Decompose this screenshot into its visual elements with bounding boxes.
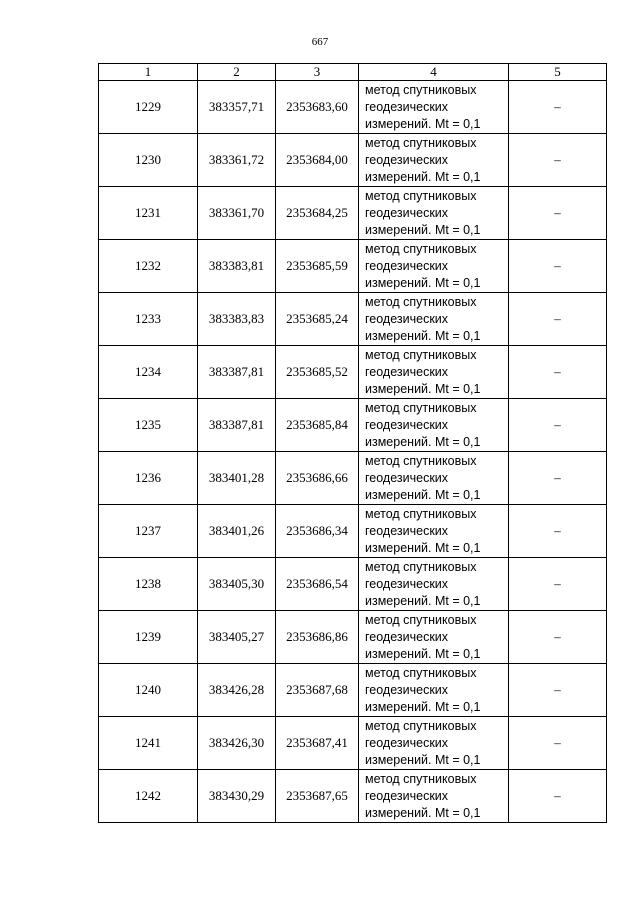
method-line: метод спутниковых xyxy=(365,453,477,468)
coordinate-x-cell: 383430,29 xyxy=(198,770,276,823)
point-number-cell: 1234 xyxy=(99,346,198,399)
page-number: 667 xyxy=(311,36,329,48)
note-cell: – xyxy=(509,558,607,611)
coordinate-y-cell: 2353686,34 xyxy=(276,505,359,558)
coordinate-x-cell: 383405,27 xyxy=(198,611,276,664)
method-line: метод спутниковых xyxy=(365,347,477,362)
point-number-cell: 1240 xyxy=(99,664,198,717)
method-cell xyxy=(359,452,509,505)
method-line: метод спутниковых xyxy=(365,612,477,627)
note-cell: – xyxy=(509,452,607,505)
method-line: геодезических xyxy=(365,311,449,326)
method-line: метод спутниковых xyxy=(365,294,477,309)
table-row xyxy=(99,717,607,770)
table-row xyxy=(99,770,607,823)
note-cell: – xyxy=(509,187,607,240)
method-cell xyxy=(359,611,509,664)
note-cell: – xyxy=(509,399,607,452)
method-line: измерений. Mt = 0,1 xyxy=(365,752,481,767)
method-cell xyxy=(359,240,509,293)
method-cell xyxy=(359,187,509,240)
coordinate-x-cell: 383426,28 xyxy=(198,664,276,717)
table-row xyxy=(99,611,607,664)
coordinate-y-cell: 2353684,25 xyxy=(276,187,359,240)
method-line: метод спутниковых xyxy=(365,82,477,97)
coordinate-x-cell: 383383,81 xyxy=(198,240,276,293)
coordinate-x-cell: 383426,30 xyxy=(198,717,276,770)
table-body xyxy=(99,81,607,823)
coordinate-x-cell: 383387,81 xyxy=(198,346,276,399)
table-header-row xyxy=(99,64,607,81)
note-cell: – xyxy=(509,611,607,664)
coordinate-y-cell: 2353685,24 xyxy=(276,293,359,346)
method-line: измерений. Mt = 0,1 xyxy=(365,699,481,714)
coordinate-x-cell: 383401,26 xyxy=(198,505,276,558)
point-number-cell: 1242 xyxy=(99,770,198,823)
method-line: геодезических xyxy=(365,523,449,538)
note-cell: – xyxy=(509,717,607,770)
point-number-cell: 1235 xyxy=(99,399,198,452)
method-cell xyxy=(359,558,509,611)
point-number-cell: 1233 xyxy=(99,293,198,346)
column-header-4: 4 xyxy=(359,64,509,81)
method-cell xyxy=(359,717,509,770)
method-line: метод спутниковых xyxy=(365,771,477,786)
method-line: геодезических xyxy=(365,205,449,220)
note-cell: – xyxy=(509,293,607,346)
table-row xyxy=(99,81,607,134)
table-row xyxy=(99,399,607,452)
coordinate-x-cell: 383387,81 xyxy=(198,399,276,452)
method-line: метод спутниковых xyxy=(365,241,477,256)
coordinate-x-cell: 383401,28 xyxy=(198,452,276,505)
method-line: измерений. Mt = 0,1 xyxy=(365,116,481,131)
coordinate-y-cell: 2353685,59 xyxy=(276,240,359,293)
table-row xyxy=(99,240,607,293)
point-number-cell: 1238 xyxy=(99,558,198,611)
method-line: метод спутниковых xyxy=(365,559,477,574)
table-row xyxy=(99,134,607,187)
method-cell xyxy=(359,346,509,399)
coordinate-y-cell: 2353685,52 xyxy=(276,346,359,399)
method-cell xyxy=(359,399,509,452)
method-line: геодезических xyxy=(365,152,449,167)
note-cell: – xyxy=(509,664,607,717)
method-line: геодезических xyxy=(365,735,449,750)
method-line: измерений. Mt = 0,1 xyxy=(365,805,481,820)
method-line: геодезических xyxy=(365,788,449,803)
point-number-cell: 1231 xyxy=(99,187,198,240)
note-cell: – xyxy=(509,505,607,558)
table-row xyxy=(99,558,607,611)
column-header-2: 2 xyxy=(198,64,276,81)
method-line: измерений. Mt = 0,1 xyxy=(365,646,481,661)
coordinate-x-cell: 383405,30 xyxy=(198,558,276,611)
method-line: измерений. Mt = 0,1 xyxy=(365,434,481,449)
method-line: геодезических xyxy=(365,629,449,644)
method-line: метод спутниковых xyxy=(365,506,477,521)
coordinate-y-cell: 2353683,60 xyxy=(276,81,359,134)
table-row xyxy=(99,505,607,558)
note-cell: – xyxy=(509,134,607,187)
column-header-1: 1 xyxy=(99,64,198,81)
method-line: метод спутниковых xyxy=(365,188,477,203)
table-row xyxy=(99,664,607,717)
point-number-cell: 1237 xyxy=(99,505,198,558)
coordinate-x-cell: 383357,71 xyxy=(198,81,276,134)
coordinates-table xyxy=(98,63,607,823)
method-line: измерений. Mt = 0,1 xyxy=(365,487,481,502)
point-number-cell: 1230 xyxy=(99,134,198,187)
method-line: геодезических xyxy=(365,682,449,697)
method-cell xyxy=(359,505,509,558)
method-line: геодезических xyxy=(365,417,449,432)
method-cell xyxy=(359,134,509,187)
coordinate-x-cell: 383361,70 xyxy=(198,187,276,240)
coordinate-y-cell: 2353684,00 xyxy=(276,134,359,187)
method-line: измерений. Mt = 0,1 xyxy=(365,593,481,608)
coordinate-y-cell: 2353686,54 xyxy=(276,558,359,611)
note-cell: – xyxy=(509,240,607,293)
method-line: измерений. Mt = 0,1 xyxy=(365,169,481,184)
table-row xyxy=(99,452,607,505)
coordinate-y-cell: 2353687,65 xyxy=(276,770,359,823)
coordinate-y-cell: 2353687,68 xyxy=(276,664,359,717)
method-cell xyxy=(359,293,509,346)
method-line: геодезических xyxy=(365,99,449,114)
method-line: измерений. Mt = 0,1 xyxy=(365,540,481,555)
table-row xyxy=(99,346,607,399)
method-line: измерений. Mt = 0,1 xyxy=(365,381,481,396)
table-row xyxy=(99,187,607,240)
point-number-cell: 1239 xyxy=(99,611,198,664)
point-number-cell: 1241 xyxy=(99,717,198,770)
coordinate-x-cell: 383383,83 xyxy=(198,293,276,346)
coordinate-y-cell: 2353685,84 xyxy=(276,399,359,452)
method-cell xyxy=(359,81,509,134)
coordinate-y-cell: 2353686,66 xyxy=(276,452,359,505)
coordinate-y-cell: 2353686,86 xyxy=(276,611,359,664)
coordinate-x-cell: 383361,72 xyxy=(198,134,276,187)
method-line: метод спутниковых xyxy=(365,665,477,680)
method-line: геодезических xyxy=(365,364,449,379)
method-line: измерений. Mt = 0,1 xyxy=(365,222,481,237)
method-cell xyxy=(359,770,509,823)
method-line: измерений. Mt = 0,1 xyxy=(365,328,481,343)
method-line: геодезических xyxy=(365,470,449,485)
method-line: метод спутниковых xyxy=(365,135,477,150)
coordinate-y-cell: 2353687,41 xyxy=(276,717,359,770)
point-number-cell: 1232 xyxy=(99,240,198,293)
method-line: метод спутниковых xyxy=(365,400,477,415)
method-cell xyxy=(359,664,509,717)
table-row xyxy=(99,293,607,346)
note-cell: – xyxy=(509,770,607,823)
method-line: метод спутниковых xyxy=(365,718,477,733)
point-number-cell: 1229 xyxy=(99,81,198,134)
column-header-5: 5 xyxy=(509,64,607,81)
point-number-cell: 1236 xyxy=(99,452,198,505)
note-cell: – xyxy=(509,346,607,399)
column-header-3: 3 xyxy=(276,64,359,81)
method-line: измерений. Mt = 0,1 xyxy=(365,275,481,290)
method-line: геодезических xyxy=(365,576,449,591)
method-line: геодезических xyxy=(365,258,449,273)
note-cell: – xyxy=(509,81,607,134)
